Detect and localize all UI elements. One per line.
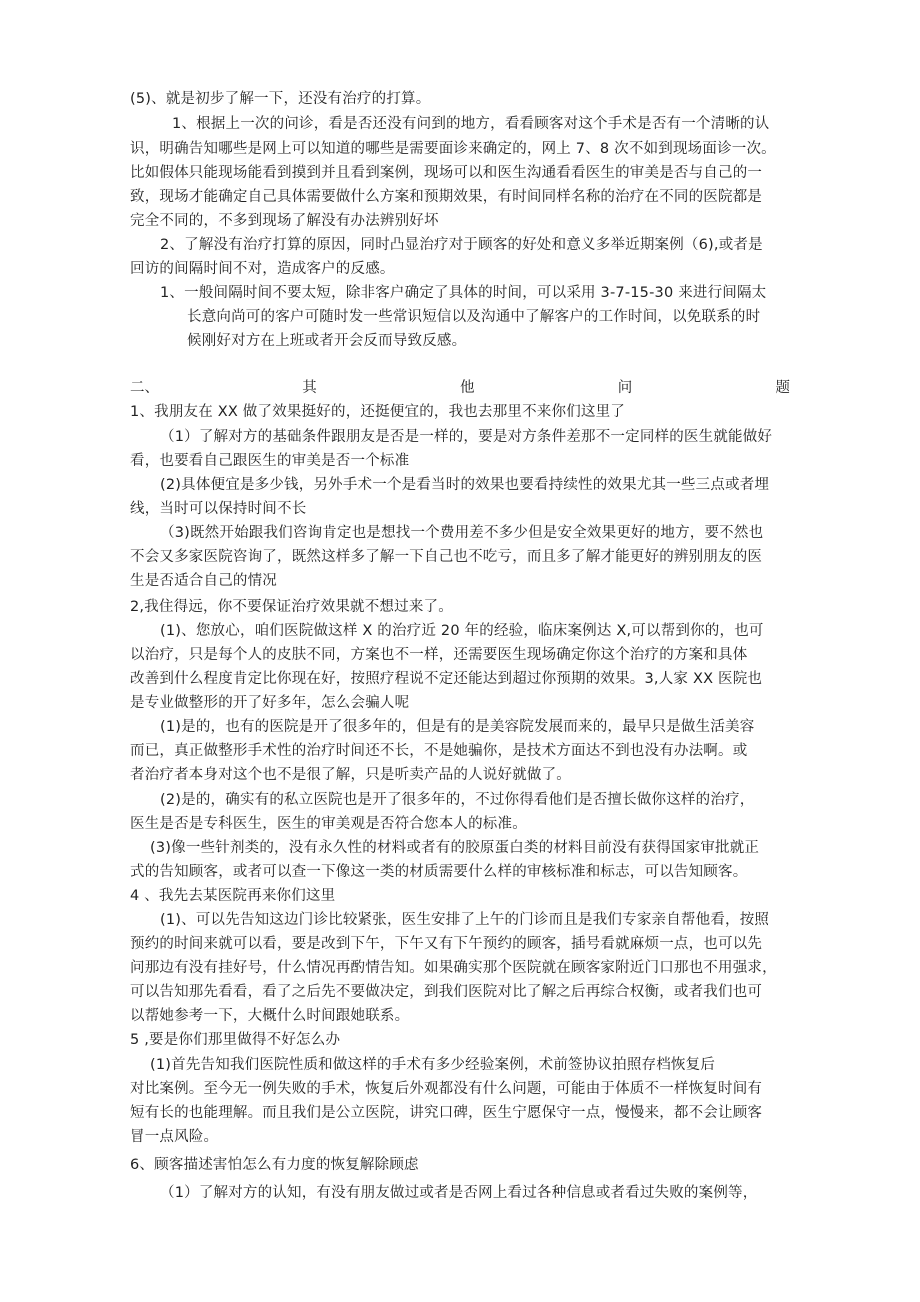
text-line: （1）了解对方的认知，有没有朋友做过或者是否网上看过各种信息或者看过失败的案例等， (160, 1185, 758, 1201)
text-line: 长意向尚可的客户可随时发一些常识短信以及沟通中了解客户的工作时间，以免联系的时 (187, 309, 761, 325)
text-line: 2、了解没有治疗打算的原因，同时凸显治疗对于顾客的好处和意义多举近期案例（6),或者是 (160, 237, 763, 253)
text-line: 医生是否是专科医生，医生的审美观是否符合您本人的标准。 (130, 816, 527, 832)
text-line: 1、我朋友在 XX 做了效果挺好的，还挺便宜的，我也去那里不来你们这里了 (130, 404, 626, 420)
text-line: 预约的时间来就可以看，要是改到下午，下午又有下午预约的顾客，插号看就麻烦一点，也可以先 (130, 936, 763, 952)
text-line: (2)是的，确实有的私立医院也是开了很多年的，不过你得看他们是否擅长做你这样的治疗， (160, 792, 755, 808)
text-line: 以治疗，只是每个人的皮肤不同，方案也不一样，还需要医生现场确定你这个治疗的方案和具体 (130, 647, 748, 663)
text-line: 改善到什么程度肯定比你现在好，按照疗程说不定还能达到超过你预期的效果。3,人家 XX 医院也 (130, 671, 763, 687)
text-line: 者治疗者本身对这个也不是很了解，只是听卖产品的人说好就做了。 (130, 767, 571, 783)
text-line: 对比案例。至今无一例失败的手术，恢复后外观都没有什么问题，可能由于体质不一样恢复时间有 (130, 1081, 763, 1097)
text-line: 式的告知顾客，或者可以查一下像这一类的材质需要什么样的审核标准和标志，可以告知顾客。 (130, 864, 748, 880)
section-heading-char: 题 (775, 380, 790, 396)
text-line: 致，现场才能确定自己具体需要做什么方案和预期效果，有时间同样名称的治疗在不同的医院都是 (130, 189, 763, 205)
text-line: 回访的间隔时间不对，造成客户的反感。 (130, 261, 395, 277)
text-line: 是专业做整形的开了好多年，怎么会骗人呢 (130, 695, 410, 711)
text-line: (1)是的，也有的医院是开了很多年的，但是有的是美容院发展而来的，最早只是做生活美容 (160, 719, 755, 735)
text-line: 冒一点风险。 (130, 1129, 219, 1145)
text-line: 1、根据上一次的问诊，看是否还没有问到的地方，看看顾客对这个手术是否有一个清晰的认 (172, 116, 770, 132)
text-line: 2,我住得远，你不要保证治疗效果就不想过来了。 (130, 599, 453, 615)
text-line: 生是否适合自己的情况 (130, 573, 277, 589)
text-line: 短有长的也能理解。而且我们是公立医院，讲究口碑，医生宁愿保守一点，慢慢来，都不会让顾客 (130, 1105, 763, 1121)
text-line: 以帮她参考一下，大概什么时间跟她联系。 (130, 1008, 410, 1024)
text-line: 比如假体只能现场能看到摸到并且看到案例，现场可以和医生沟通看看医生的审美是否与自己的一 (130, 165, 763, 181)
text-line: 可以告知那先看看，看了之后先不要做决定，到我们医院对比了解之后再综合权衡，或者我们也可 (130, 984, 763, 1000)
text-line: 而已，真正做整形手术性的治疗时间还不长，不是她骗你，是技术方面达不到也没有办法啊。或 (130, 743, 748, 759)
section-heading-char: 其 (302, 380, 317, 396)
text-line: 6、顾客描述害怕怎么有力度的恢复解除顾虑 (130, 1157, 419, 1173)
text-line: (5)、就是初步了解一下，还没有治疗的打算。 (130, 91, 431, 107)
text-line: (1)、您放心，咱们医院做这样 X 的治疗近 20 年的经验，临床案例达 X,可以帮到你的，也可 (160, 623, 764, 639)
section-heading-char: 问 (617, 380, 633, 396)
text-line: 线，当时可以保持时间不长 (130, 501, 307, 517)
text-line: 5 ,要是你们那里做得不好怎么办 (130, 1032, 341, 1048)
text-line: 看，也要看自己跟医生的审美是否一个标准 (130, 453, 410, 469)
text-line: 4 、我先去某医院再来你们这里 (130, 888, 336, 904)
text-line: （1）了解对方的基础条件跟朋友是否是一样的，要是对方条件差那不一定同样的医生就能做好 (160, 429, 773, 445)
text-line: 1、一般间隔时间不要太短，除非客户确定了具体的时间，可以采用 3-7-15-30 来进行间隔太 (160, 285, 767, 301)
text-line: （3)既然开始跟我们咨询肯定也是想找一个费用差不多少但是安全效果更好的地方，要不然也 (160, 525, 764, 541)
section-heading-number: 二、 (130, 380, 159, 396)
text-line: 不会又多家医院咨询了，既然这样多了解一下自己也不吃亏，而且多了解才能更好的辨别朋友的医 (130, 549, 763, 565)
text-line: 问那边有没有挂好号，什么情况再酌情告知。如果确实那个医院就在顾客家附近门口那也不用强求， (130, 960, 777, 976)
text-line: 完全不同的，不多到现场了解没有办法辨别好坏 (130, 213, 439, 229)
section-heading-char: 他 (460, 380, 475, 396)
text-line: 识，明确告知哪些是网上可以知道的哪些是需要面诊来确定的，网上 7、8 次不如到现场面诊一次。 (130, 141, 776, 157)
text-line: (1)首先告知我们医院性质和做这样的手术有多少经验案例，术前签协议拍照存档恢复后 (150, 1057, 716, 1073)
section-heading (130, 377, 790, 401)
text-line: 候刚好对方在上班或者开会反而导致反感。 (187, 333, 467, 349)
text-line: (3)像一些针剂类的，没有永久性的材料或者有的胶原蛋白类的材料目前没有获得国家审批就正 (150, 840, 760, 856)
text-line: (2)具体便宜是多少钱，另外手术一个是看当时的效果也要看持续性的效果尤其一些三点或者埋 (160, 477, 770, 493)
text-line: (1)、可以先告知这边门诊比较紧张，医生安排了上午的门诊而且是我们专家亲自帮他看，按照 (160, 912, 770, 928)
